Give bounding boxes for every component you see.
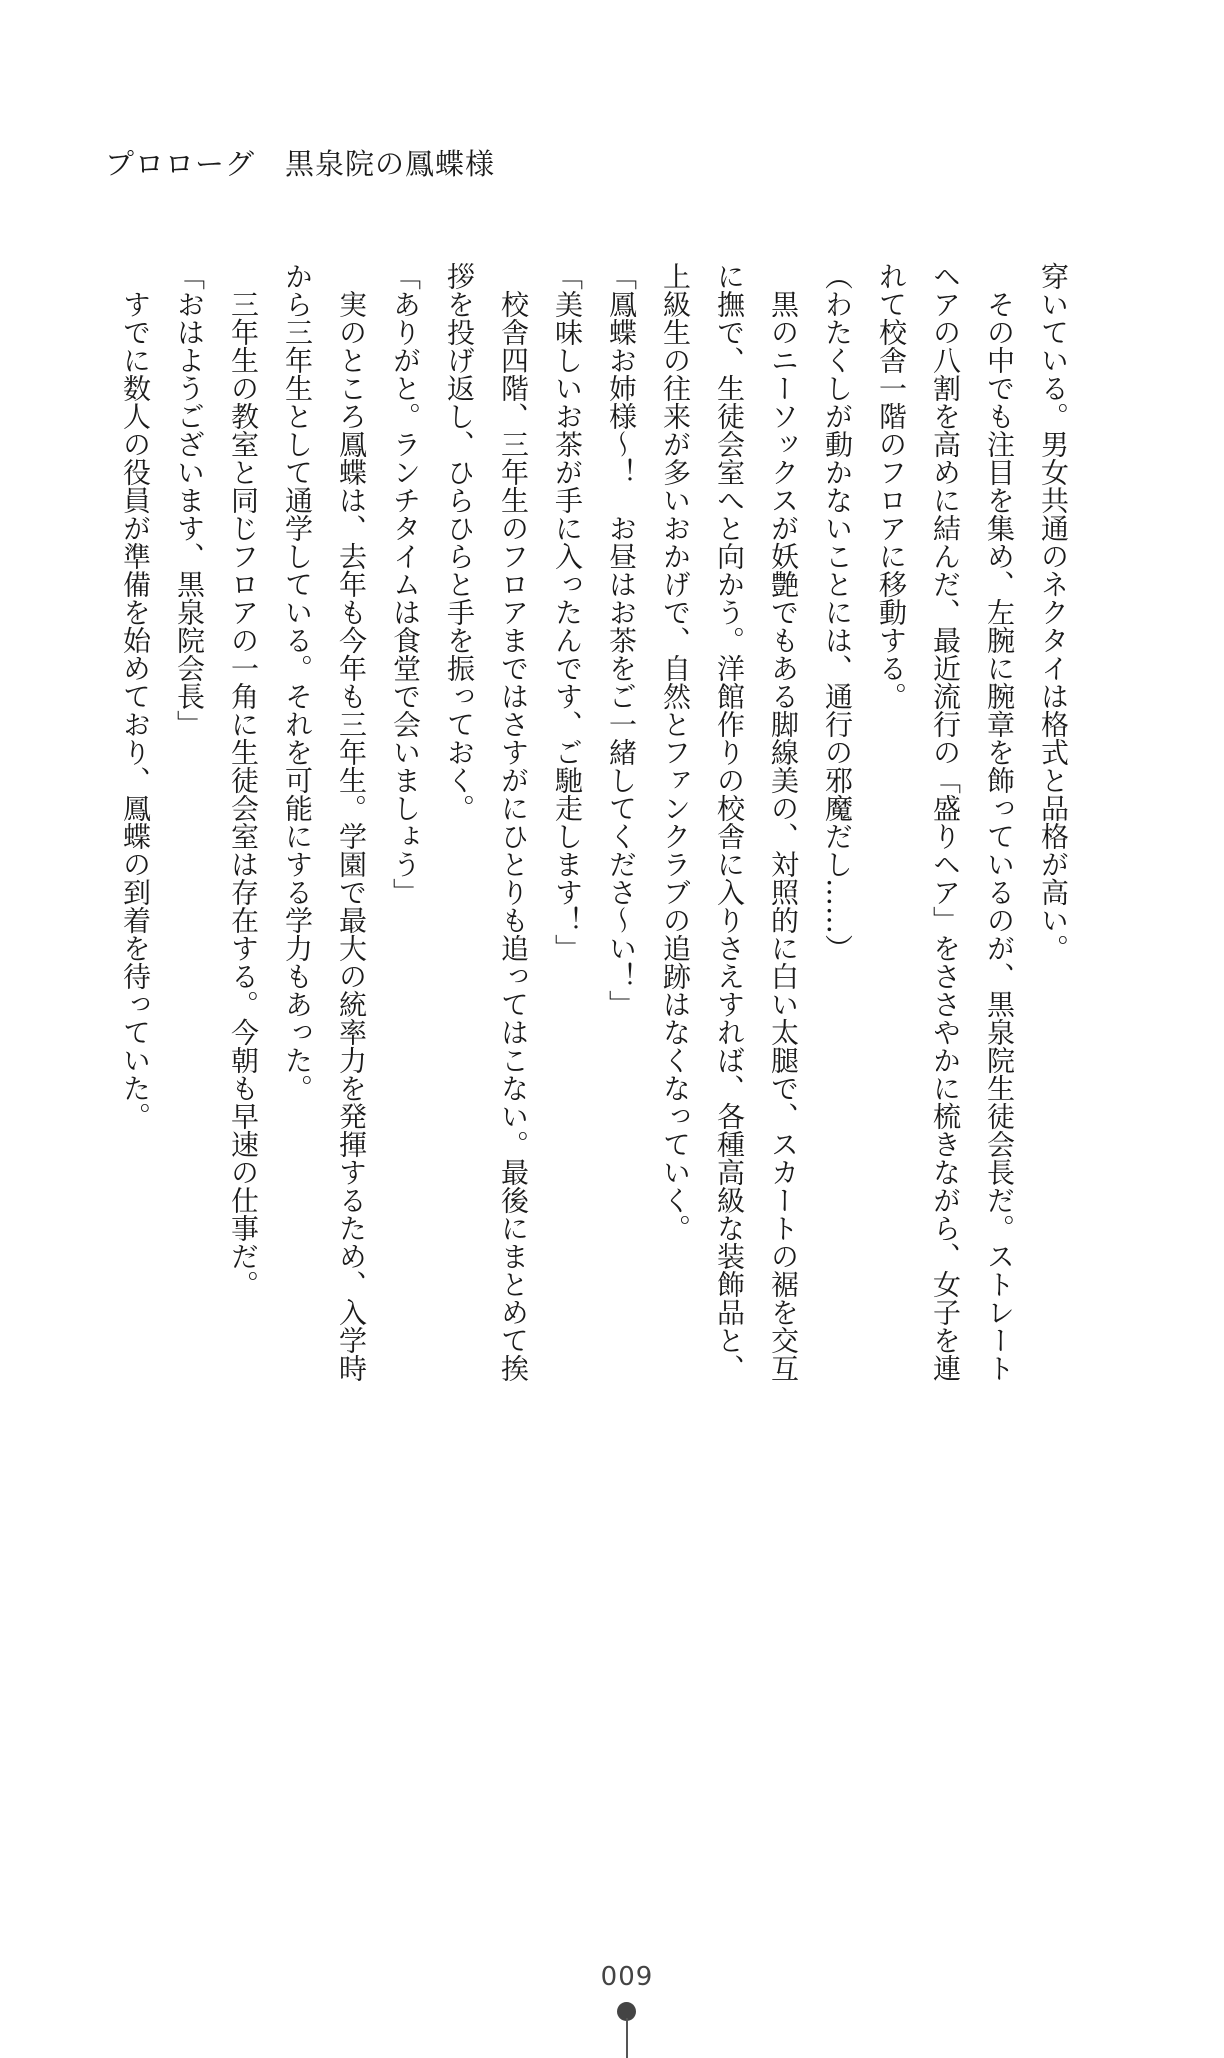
- body-text: [108, 262, 1080, 1412]
- text-line: ヘアの八割を高めに結んだ、最近流行の「盛りヘア」をささやかに梳きながら、女子を連: [929, 262, 962, 1382]
- text-line: その中でも注目を集め、左腕に腕章を飾っているのが、黒泉院生徒会長だ。ストレート: [983, 290, 1016, 1382]
- text-line: すでに数人の役員が準備を始めており、鳳蝶の到着を待っていた。: [119, 290, 152, 1130]
- text-line: 「おはようございます、黒泉院会長」: [173, 262, 206, 738]
- text-line: （わたくしが動かないことには、通行の邪魔だし……）: [821, 262, 854, 962]
- text-line: 三年生の教室と同じフロアの一角に生徒会室は存在する。今朝も早速の仕事だ。: [227, 290, 260, 1298]
- text-line: 上級生の往来が多いおかげで、自然とファンクラブの追跡はなくなっていく。: [659, 262, 692, 1242]
- text-line: れて校舎一階のフロアに移動する。: [875, 262, 908, 710]
- text-line: 拶を投げ返し、ひらひらと手を振っておく。: [443, 262, 476, 822]
- text-line: 穿いている。男女共通のネクタイは格式と品格が高い。: [1037, 262, 1070, 962]
- page-number: 009: [600, 1962, 654, 1992]
- text-line: 「美味しいお茶が手に入ったんです、ご馳走します！」: [551, 262, 584, 962]
- text-line: 黒のニーソックスが妖艶でもある脚線美の、対照的に白い太腿で、スカートの裾を交互: [767, 290, 800, 1382]
- text-line: 校舎四階、三年生のフロアまではさすがにひとりも追ってはこない。最後にまとめて挨: [497, 290, 530, 1382]
- text-line: 実のところ鳳蝶は、去年も今年も三年生。学園で最大の統率力を発揮するため、入学時: [335, 290, 368, 1382]
- page-marker-line: [626, 2018, 628, 2058]
- text-line: から三年生として通学している。それを可能にする学力もあった。: [281, 262, 314, 1102]
- chapter-header: プロローグ 黒泉院の鳳蝶様: [105, 147, 496, 181]
- text-line: に撫で、生徒会室へと向かう。洋館作りの校舎に入りさえすれば、各種高級な装飾品と、: [713, 262, 746, 1382]
- text-line: 「鳳蝶お姉様〜！ お昼はお茶をご一緒してくださ〜い！」: [605, 262, 638, 1018]
- text-line: 「ありがと。ランチタイムは食堂で会いましょう」: [389, 262, 422, 906]
